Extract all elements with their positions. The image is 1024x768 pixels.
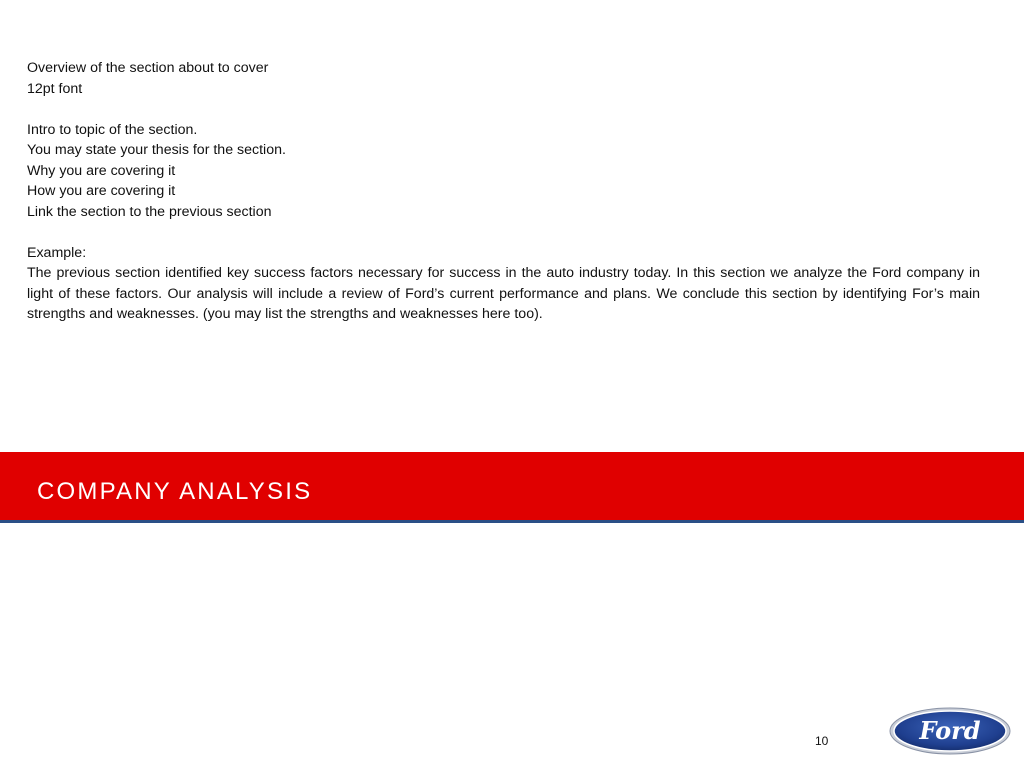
notes-line: Intro to topic of the section. bbox=[27, 121, 198, 138]
section-title: COMPANY ANALYSIS bbox=[37, 478, 313, 505]
example-paragraph: The previous section identified key success factors necessary for success in the auto industry today. In this section we analyze the Ford company in light of these factors. Our analysis will include a review of Ford’s current performance and plans. We conclude this section by identifying For’s main strengths and weaknesses. (you may list the strengths and weaknesses here too). bbox=[27, 265, 980, 322]
example-label: Example: bbox=[27, 244, 87, 261]
speaker-notes-text bbox=[27, 58, 980, 325]
ford-oval-logo-icon bbox=[888, 706, 1012, 756]
logo-wordmark: Ford bbox=[919, 716, 981, 745]
notes-line: Overview of the section about to cover bbox=[27, 60, 269, 76]
notes-line: 12pt font bbox=[27, 80, 83, 97]
section-title-band-underline bbox=[0, 520, 1024, 523]
page-number: 10 bbox=[815, 734, 829, 748]
notes-line: You may state your thesis for the section. bbox=[27, 142, 286, 158]
notes-spacer bbox=[27, 99, 980, 120]
notes-line: Why you are covering it bbox=[27, 162, 176, 179]
notes-line: How you are covering it bbox=[27, 183, 176, 199]
notes-spacer bbox=[27, 222, 980, 243]
notes-line: Link the section to the previous section bbox=[27, 203, 272, 220]
